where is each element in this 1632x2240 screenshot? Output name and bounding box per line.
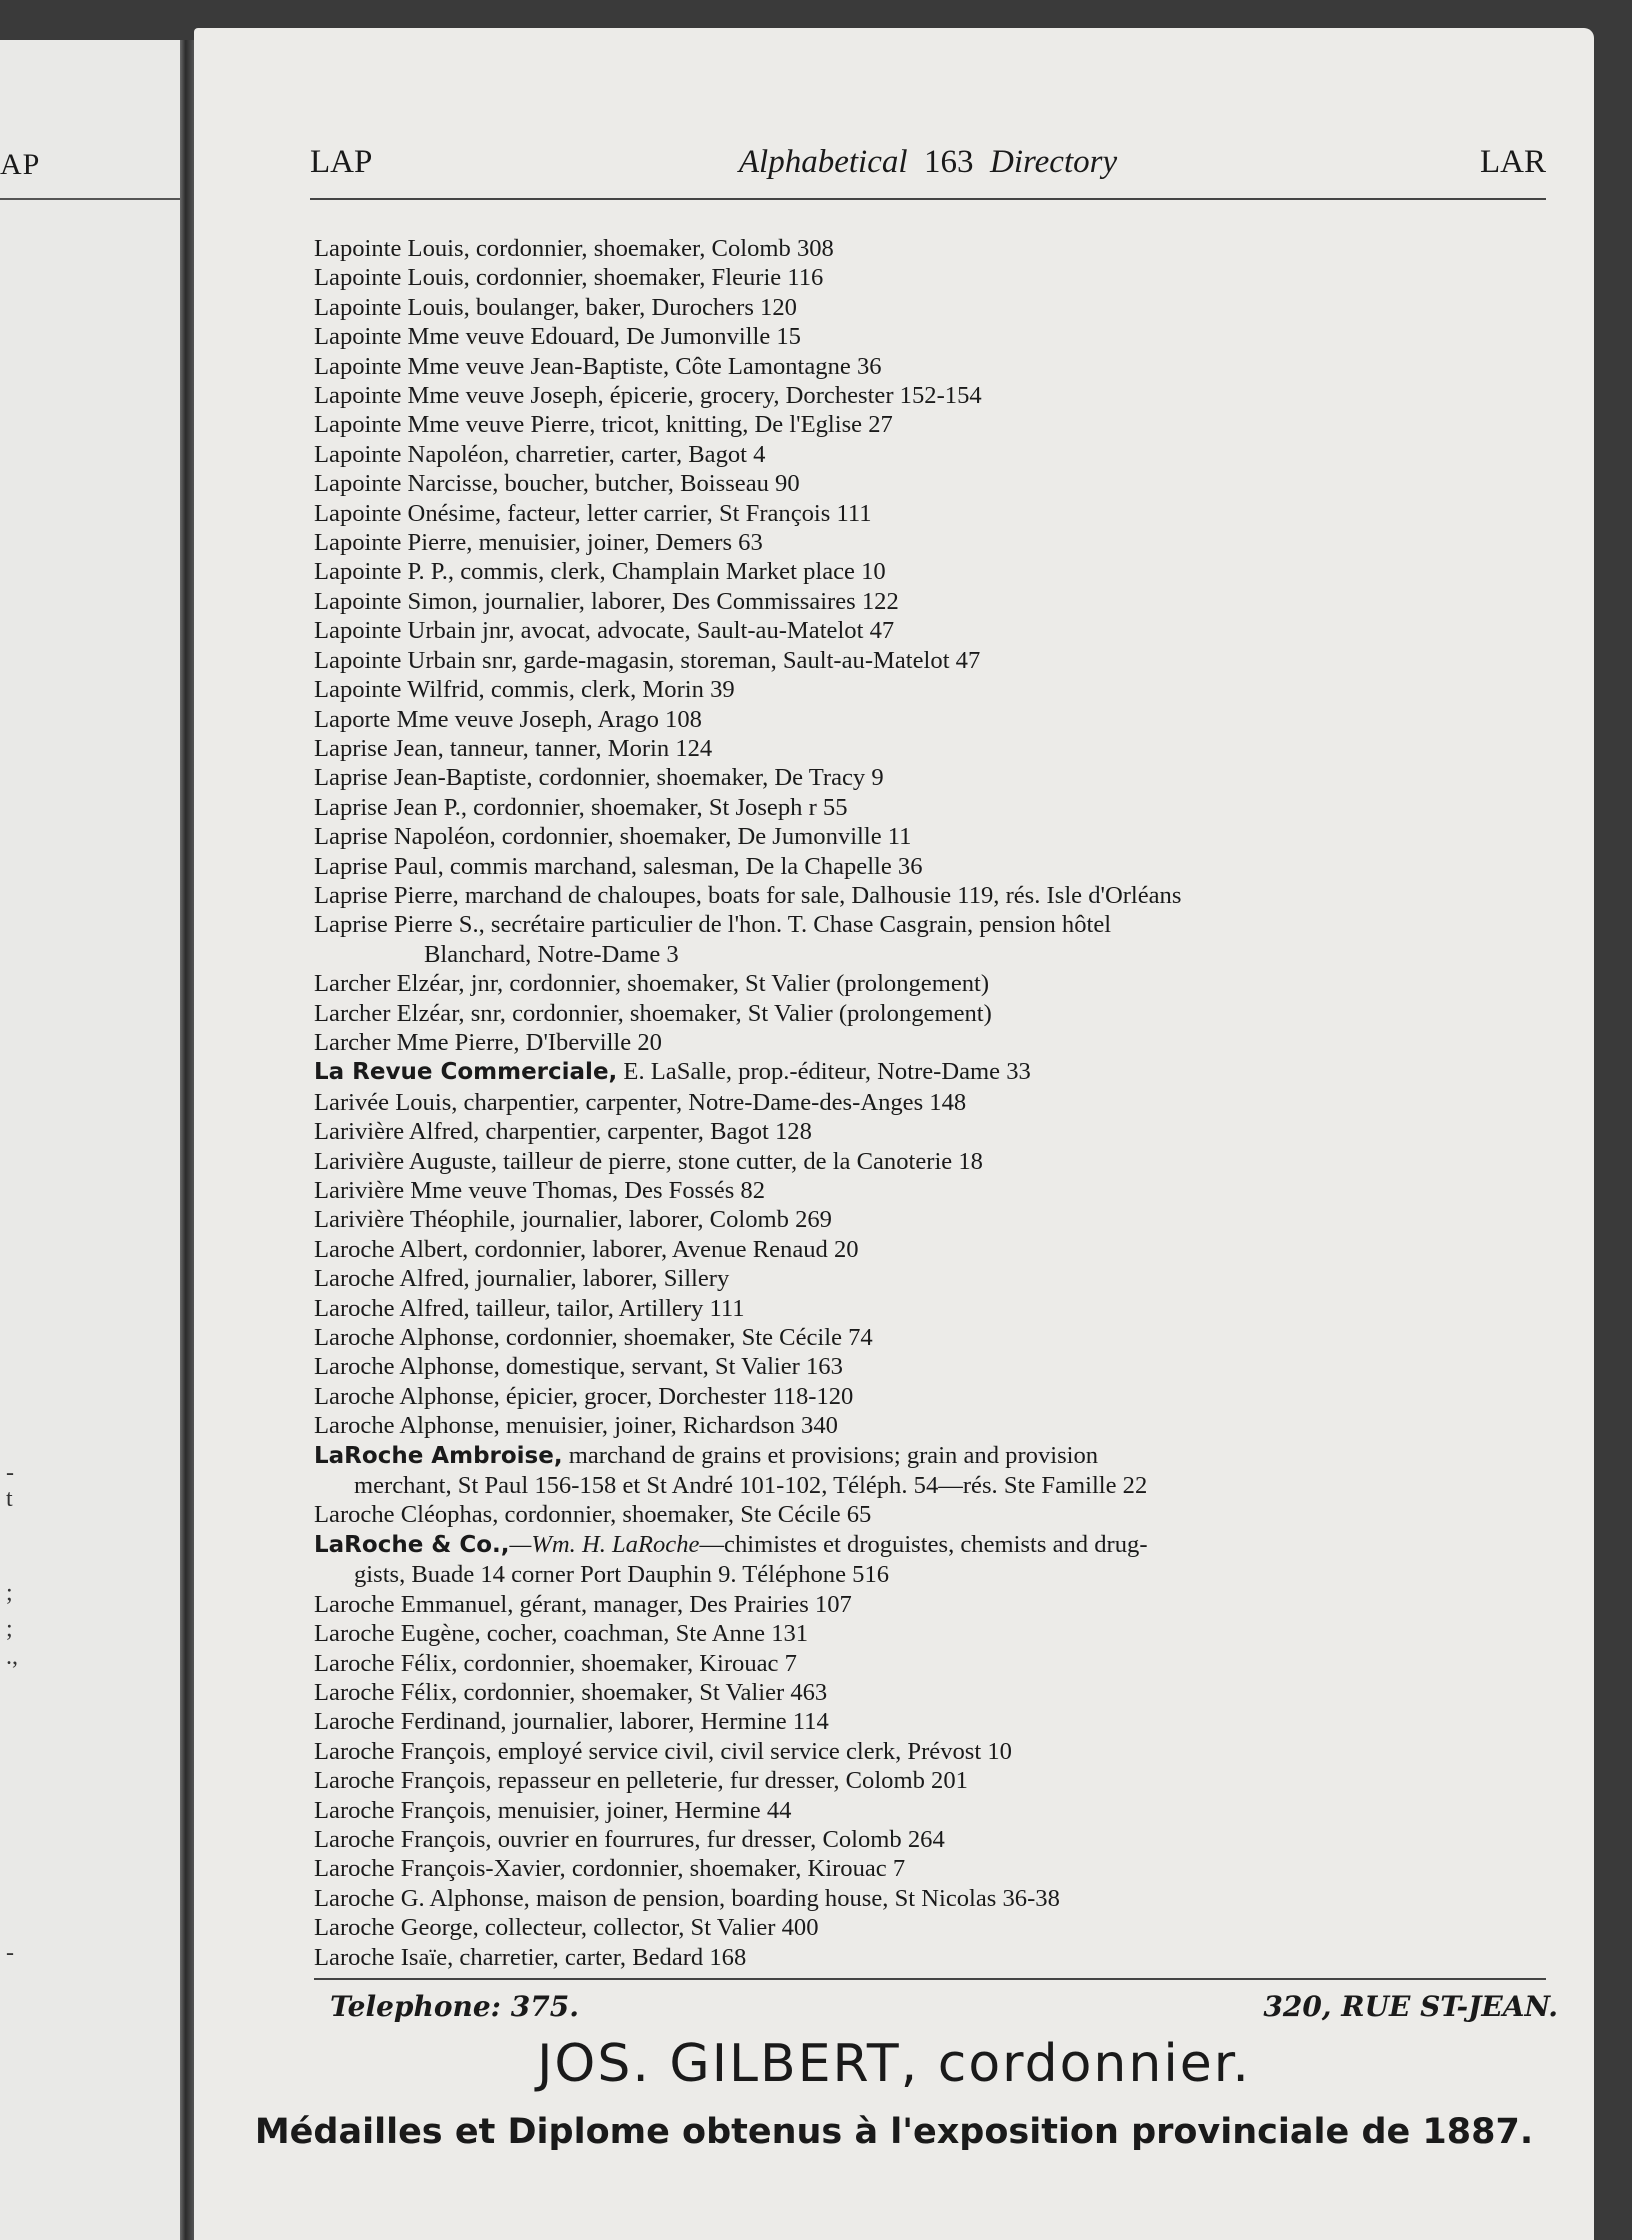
advert-rule — [314, 1978, 1546, 1980]
directory-entry — [314, 1205, 1546, 1234]
directory-entry — [314, 499, 1546, 528]
entry-text: Lapointe Mme veuve Pierre, tricot, knitting, De l'Eglise 27 — [314, 411, 893, 439]
facing-page-rule — [0, 198, 180, 200]
advert-address: 320, RUE ST-JEAN. — [1263, 1990, 1558, 2023]
directory-entry — [314, 1264, 1546, 1293]
directory-entry — [314, 1590, 1546, 1619]
entry-bold-name: LaRoche & Co., — [314, 1531, 510, 1558]
entry-italic-name: —Wm. H. LaRoche — [509, 1530, 700, 1558]
entry-continuation: Blanchard, Notre-Dame 3 — [424, 940, 679, 968]
entry-text: Lapointe Mme veuve Joseph, épicerie, grocery, Dorchester 152-154 — [314, 382, 982, 410]
directory-entry — [314, 1825, 1546, 1854]
entry-text: Lapointe Mme veuve Jean-Baptiste, Côte Lamontagne 36 — [314, 352, 882, 380]
entry-text: Lapointe Louis, cordonnier, shoemaker, Colomb 308 — [314, 235, 834, 262]
directory-entry — [314, 1707, 1546, 1736]
entry-text: Laroche Isaïe, charretier, carter, Bedard 168 — [314, 1943, 747, 1971]
directory-entry — [314, 1737, 1546, 1766]
entry-text: Lapointe P. P., commis, clerk, Champlain Market place 10 — [314, 558, 886, 586]
entry-text: Lapointe Simon, journalier, laborer, Des Commissaires 122 — [314, 587, 899, 615]
directory-entry — [314, 557, 1546, 586]
entry-text: Lapointe Urbain snr, garde-magasin, storeman, Sault-au-Matelot 47 — [314, 646, 981, 674]
entry-text: Laroche Alphonse, domestique, servant, St Valier 163 — [314, 1353, 843, 1381]
entry-text: Laroche Alphonse, épicier, grocer, Dorchester 118-120 — [314, 1382, 854, 1410]
directory-entry — [314, 1619, 1546, 1648]
header-word-directory: Directory — [990, 144, 1118, 180]
entry-text: Laroche Alfred, journalier, laborer, Sillery — [314, 1265, 730, 1293]
directory-entry — [314, 616, 1546, 645]
entry-text: Larivée Louis, charpentier, carpenter, Notre-Dame-des-Anges 148 — [314, 1088, 967, 1116]
entry-text: Lapointe Urbain jnr, avocat, advocate, Sault-au-Matelot 47 — [314, 617, 895, 645]
directory-entry — [314, 852, 1546, 881]
margin-mark: ; — [6, 1580, 13, 1606]
entry-text: Laroche François, ouvrier en fourrures, fur dresser, Colomb 264 — [314, 1825, 945, 1853]
directory-entry — [314, 1088, 1546, 1117]
entry-text: —chimistes et droguistes, chemists and drug- — [699, 1530, 1148, 1558]
margin-mark: ., — [6, 1644, 18, 1670]
entry-text: Lapointe Mme veuve Edouard, De Jumonville 15 — [314, 323, 801, 351]
entry-text: Laroche François-Xavier, cordonnier, shoemaker, Kirouac 7 — [314, 1855, 906, 1883]
entry-text: Laroche Emmanuel, gérant, manager, Des Prairies 107 — [314, 1590, 852, 1618]
directory-entry — [314, 587, 1546, 616]
directory-entry — [314, 440, 1546, 469]
advert-contact-line — [330, 1990, 1558, 2024]
directory-entry — [314, 1913, 1546, 1942]
directory-entry — [314, 528, 1546, 557]
directory-entry — [314, 1147, 1546, 1176]
directory-entry — [314, 1057, 1546, 1087]
directory-entry — [314, 705, 1546, 734]
entry-text: Laroche Cléophas, cordonnier, shoemaker, Ste Cécile 65 — [314, 1501, 872, 1529]
directory-entry — [314, 1943, 1546, 1972]
entry-text: Laprise Napoléon, cordonnier, shoemaker, De Jumonville 11 — [314, 823, 912, 851]
directory-entry — [314, 1678, 1546, 1707]
directory-entry — [314, 646, 1546, 675]
running-header — [310, 144, 1546, 188]
facing-page-edge — [0, 40, 180, 2240]
margin-mark: ; — [6, 1616, 13, 1642]
margin-mark: - — [6, 1460, 14, 1486]
entry-text: Laprise Jean P., cordonnier, shoemaker, St Joseph r 55 — [314, 793, 848, 821]
directory-entry — [314, 675, 1546, 704]
entry-text: Laroche Ferdinand, journalier, laborer, Hermine 114 — [314, 1708, 829, 1736]
entry-bold-name: La Revue Commerciale, — [314, 1059, 618, 1086]
advert-telephone: Telephone: 375. — [330, 1990, 579, 2023]
entry-text: Laroche Alphonse, cordonnier, shoemaker, Ste Cécile 74 — [314, 1324, 873, 1352]
directory-entry — [314, 1884, 1546, 1913]
entry-continuation: gists, Buade 14 corner Port Dauphin 9. Téléphone 516 — [354, 1561, 890, 1589]
directory-entry — [314, 1766, 1546, 1795]
directory-entry — [314, 1117, 1546, 1146]
directory-entry — [314, 1796, 1546, 1825]
header-word-alphabetical: Alphabetical — [738, 144, 908, 180]
entry-text: E. LaSalle, prop.-éditeur, Notre-Dame 33 — [617, 1058, 1031, 1086]
directory-entry — [314, 381, 1546, 410]
advert-medals-line: Médailles et Diplome obtenus à l'exposition provinciale de 1887. — [254, 2112, 1534, 2152]
directory-entry — [314, 263, 1546, 292]
header-center — [310, 144, 1546, 181]
directory-entry — [314, 469, 1546, 498]
entry-text: Larcher Elzéar, snr, cordonnier, shoemaker, St Valier (prolongement) — [314, 999, 992, 1027]
entry-text: Lapointe Pierre, menuisier, joiner, Demers 63 — [314, 529, 763, 557]
directory-entry — [314, 1028, 1546, 1057]
entry-text: Lapointe Onésime, facteur, letter carrier, St François 111 — [314, 499, 872, 527]
entry-text: Laroche Eugène, cocher, coachman, Ste Anne 131 — [314, 1620, 809, 1648]
margin-mark: - — [6, 1940, 14, 1966]
entry-text: Laprise Paul, commis marchand, salesman, De la Chapelle 36 — [314, 852, 923, 880]
entry-text: Laroche François, employé service civil, civil service clerk, Prévost 10 — [314, 1737, 1012, 1765]
entry-text: Larivière Alfred, charpentier, carpenter, Bagot 128 — [314, 1118, 812, 1146]
entry-text: Laroche George, collecteur, collector, St Valier 400 — [314, 1914, 819, 1942]
directory-entry — [314, 1352, 1546, 1381]
directory-entry — [314, 969, 1546, 998]
entry-text: Larivière Auguste, tailleur de pierre, stone cutter, de la Canoterie 18 — [314, 1147, 983, 1175]
directory-entry — [314, 352, 1546, 381]
directory-entry — [314, 1649, 1546, 1678]
advert-business-name: JOS. GILBERT, cordonnier. — [537, 2034, 1251, 2094]
directory-entry — [314, 881, 1546, 910]
entry-text: Lapointe Napoléon, charretier, carter, Bagot 4 — [314, 440, 766, 468]
entry-bold-name: LaRoche Ambroise, — [314, 1442, 563, 1469]
directory-entry — [314, 1441, 1546, 1501]
entry-text: Lapointe Louis, cordonnier, shoemaker, Fleurie 116 — [314, 264, 824, 292]
directory-entry — [314, 322, 1546, 351]
book-gutter — [180, 40, 194, 2240]
directory-entry — [314, 234, 1546, 263]
entry-text: Laprise Jean-Baptiste, cordonnier, shoemaker, De Tracy 9 — [314, 764, 884, 792]
entry-text: Laroche Alfred, tailleur, tailor, Artillery 111 — [314, 1294, 745, 1322]
entry-text: Laroche Alphonse, menuisier, joiner, Richardson 340 — [314, 1412, 838, 1440]
directory-entry — [314, 1500, 1546, 1529]
entry-text: Lapointe Narcisse, boucher, butcher, Boisseau 90 — [314, 470, 800, 498]
directory-entry — [314, 822, 1546, 851]
entry-text: Laroche G. Alphonse, maison de pension, boarding house, St Nicolas 36-38 — [314, 1884, 1060, 1912]
entry-text: Laprise Pierre S., secrétaire particulier de l'hon. T. Chase Casgrain, pension hôtel — [314, 911, 1112, 939]
header-rule — [310, 198, 1546, 200]
entry-text: Laprise Pierre, marchand de chaloupes, boats for sale, Dalhousie 119, rés. Isle d'Orléans — [314, 881, 1182, 909]
header-left: LAP — [310, 144, 373, 180]
directory-entry — [314, 1323, 1546, 1352]
directory-entry — [314, 734, 1546, 763]
entry-text: Lapointe Louis, boulanger, baker, Durochers 120 — [314, 293, 797, 321]
directory-entry — [314, 1294, 1546, 1323]
entry-text: marchand de grains et provisions; grain and provision — [562, 1441, 1099, 1469]
margin-mark: t — [6, 1486, 13, 1512]
directory-entry — [314, 910, 1546, 969]
directory-page — [194, 28, 1594, 2240]
entry-text: Larivière Mme veuve Thomas, Des Fossés 82 — [314, 1177, 766, 1204]
header-right: LAR — [1480, 144, 1546, 180]
entry-text: Laroche François, repasseur en pelleterie, fur dresser, Colomb 201 — [314, 1767, 968, 1795]
entry-text: Laporte Mme veuve Joseph, Arago 108 — [314, 705, 702, 733]
directory-entry — [314, 763, 1546, 792]
directory-entries — [314, 234, 1546, 1972]
entry-text: Larivière Théophile, journalier, laborer, Colomb 269 — [314, 1206, 832, 1234]
entry-text: Larcher Mme Pierre, D'Iberville 20 — [314, 1028, 662, 1056]
entry-text: Laroche Albert, cordonnier, laborer, Avenue Renaud 20 — [314, 1235, 859, 1263]
page-number: 163 — [924, 144, 974, 180]
directory-entry — [314, 1411, 1546, 1440]
directory-entry — [314, 793, 1546, 822]
directory-entry — [314, 410, 1546, 439]
entry-text: Laroche François, menuisier, joiner, Hermine 44 — [314, 1796, 792, 1824]
entry-text: Laroche Félix, cordonnier, shoemaker, St Valier 463 — [314, 1678, 828, 1706]
directory-entry — [314, 1854, 1546, 1883]
directory-entry — [314, 1235, 1546, 1264]
directory-entry — [314, 1176, 1546, 1205]
entry-text: Lapointe Wilfrid, commis, clerk, Morin 39 — [314, 676, 735, 704]
entry-text: Laprise Jean, tanneur, tanner, Morin 124 — [314, 734, 713, 762]
directory-entry — [314, 1382, 1546, 1411]
entry-continuation: merchant, St Paul 156-158 et St André 101-102, Téléph. 54—rés. Ste Famille 22 — [354, 1472, 1148, 1500]
entry-text: Larcher Elzéar, jnr, cordonnier, shoemaker, St Valier (prolongement) — [314, 970, 990, 998]
facing-page-header: AP — [0, 148, 41, 181]
directory-entry — [314, 1530, 1546, 1590]
directory-entry — [314, 293, 1546, 322]
entry-text: Laroche Félix, cordonnier, shoemaker, Kirouac 7 — [314, 1649, 797, 1677]
directory-entry — [314, 999, 1546, 1028]
